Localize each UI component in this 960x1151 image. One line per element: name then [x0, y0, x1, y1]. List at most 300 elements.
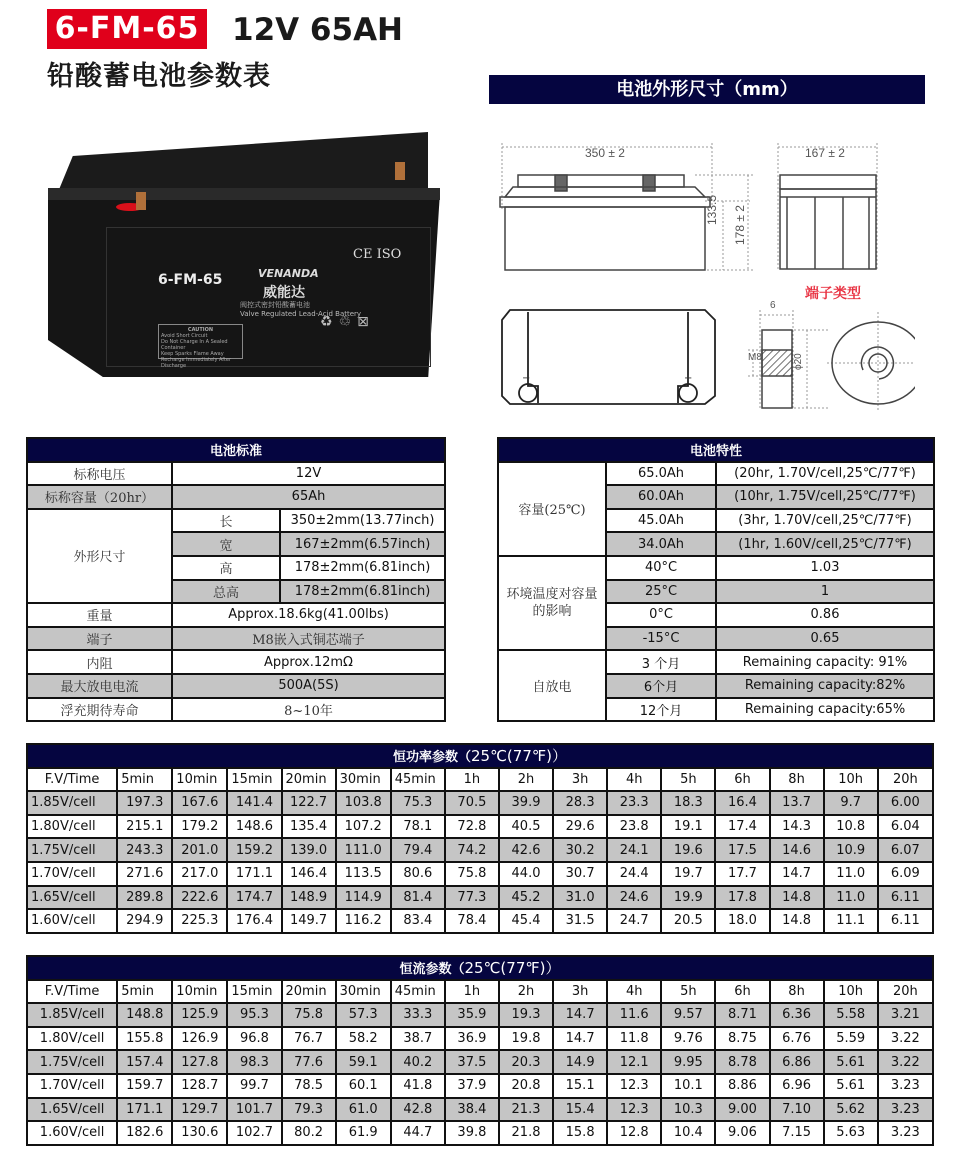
- data-cell: 78.5: [282, 1074, 336, 1098]
- column-header-time: 20h: [878, 768, 933, 792]
- data-cell: 14.9: [553, 1050, 607, 1074]
- positive-terminal-symbol: +: [684, 373, 693, 384]
- voltage-label: 1.85V/cell: [27, 791, 117, 815]
- column-header-time: 10h: [824, 768, 878, 792]
- terminal-icon: [136, 192, 146, 210]
- row-label: 最大放电电流: [27, 674, 172, 698]
- data-cell: 167.6: [172, 791, 227, 815]
- data-cell: 20.8: [499, 1074, 553, 1098]
- model-badge: 6-FM-65: [47, 9, 207, 49]
- data-cell: 96.8: [227, 1027, 281, 1051]
- row-value: 12V: [172, 462, 445, 486]
- data-cell: 11.0: [824, 862, 878, 886]
- column-header-time: 45min: [391, 768, 445, 792]
- data-cell: 14.8: [770, 909, 824, 933]
- table-row: [27, 1098, 933, 1122]
- table-row: [27, 1121, 933, 1145]
- data-cell: 10.8: [824, 815, 878, 839]
- table-row: [27, 485, 445, 509]
- constant-power-title-text: 恒功率参数（: [392, 750, 471, 766]
- data-cell: 130.6: [172, 1121, 227, 1145]
- data-cell: 114.9: [336, 886, 391, 910]
- column-header-time: 20min: [282, 980, 336, 1004]
- caution-title: CAUTION: [187, 327, 214, 333]
- data-cell: 61.9: [336, 1121, 391, 1145]
- data-cell: 3.23: [878, 1074, 933, 1098]
- row-label: 外形尺寸: [27, 509, 172, 603]
- data-cell: 7.15: [770, 1121, 824, 1145]
- battery-characteristics-table: [497, 437, 935, 722]
- sub-label: 总高: [172, 580, 280, 604]
- data-cell: 36.9: [445, 1027, 499, 1051]
- data-cell: 14.6: [770, 838, 824, 862]
- data-cell: 19.3: [499, 1003, 553, 1027]
- data-cell: 12.8: [607, 1121, 661, 1145]
- capacity-factor: 0.65: [716, 627, 934, 651]
- data-cell: 45.4: [499, 909, 553, 933]
- voltage-label: 1.75V/cell: [27, 838, 117, 862]
- voltage-label: 1.60V/cell: [27, 1121, 117, 1145]
- data-cell: 83.4: [391, 909, 445, 933]
- battery-standard-table: [26, 437, 446, 722]
- voltage-label: 1.60V/cell: [27, 909, 117, 933]
- data-cell: 15.4: [553, 1098, 607, 1122]
- table-row: [27, 791, 933, 815]
- data-cell: 3.22: [878, 1050, 933, 1074]
- data-cell: 14.3: [770, 815, 824, 839]
- capacity-value: 34.0Ah: [606, 532, 716, 556]
- remaining-capacity: Remaining capacity:82%: [716, 674, 934, 698]
- table-row: [27, 627, 445, 651]
- capacity-condition: (10hr, 1.75V/cell,25℃/77℉): [716, 485, 934, 509]
- data-cell: 14.7: [770, 862, 824, 886]
- total-height-label: 178 ± 2: [733, 205, 747, 245]
- group-label: 环境温度对容量的影响: [498, 556, 606, 650]
- column-header-time: 3h: [553, 980, 607, 1004]
- data-cell: 39.9: [499, 791, 553, 815]
- row-value: Approx.18.6kg(41.00lbs): [172, 603, 445, 627]
- column-header-time: 30min: [336, 980, 391, 1004]
- data-cell: 14.8: [770, 886, 824, 910]
- column-header-time: 15min: [227, 768, 281, 792]
- data-cell: 9.00: [715, 1098, 769, 1122]
- data-cell: 78.4: [445, 909, 499, 933]
- brand-logo-cn: 威能达: [263, 285, 305, 301]
- data-cell: 40.2: [391, 1050, 445, 1074]
- data-cell: 29.6: [553, 815, 607, 839]
- data-cell: 174.7: [227, 886, 281, 910]
- data-cell: 58.2: [336, 1027, 391, 1051]
- data-cell: 197.3: [117, 791, 172, 815]
- column-header-time: 8h: [770, 980, 824, 1004]
- data-cell: 15.8: [553, 1121, 607, 1145]
- data-cell: 24.4: [607, 862, 661, 886]
- data-cell: 155.8: [117, 1027, 172, 1051]
- data-cell: 80.6: [391, 862, 445, 886]
- data-cell: 6.36: [770, 1003, 824, 1027]
- voltage-label: 1.70V/cell: [27, 1074, 117, 1098]
- data-cell: 23.3: [607, 791, 661, 815]
- data-cell: 176.4: [227, 909, 281, 933]
- data-cell: 39.8: [445, 1121, 499, 1145]
- data-cell: 116.2: [336, 909, 391, 933]
- data-cell: 125.9: [172, 1003, 227, 1027]
- data-cell: 9.95: [661, 1050, 715, 1074]
- column-header-time: 6h: [715, 980, 769, 1004]
- row-label: 端子: [27, 627, 172, 651]
- data-cell: 40.5: [499, 815, 553, 839]
- column-header-time: 5h: [661, 980, 715, 1004]
- data-cell: 14.7: [553, 1027, 607, 1051]
- data-cell: 217.0: [172, 862, 227, 886]
- column-header-time: 8h: [770, 768, 824, 792]
- data-cell: 19.1: [661, 815, 715, 839]
- data-cell: 8.78: [715, 1050, 769, 1074]
- data-cell: 6.11: [878, 909, 933, 933]
- constant-current-title-suffix: 25℃(77℉)）: [464, 959, 561, 978]
- data-cell: 149.7: [282, 909, 336, 933]
- data-cell: 12.3: [607, 1098, 661, 1122]
- data-cell: 19.8: [499, 1027, 553, 1051]
- data-cell: 17.4: [715, 815, 769, 839]
- data-cell: 159.2: [227, 838, 281, 862]
- table-row: [27, 674, 445, 698]
- column-header-fv: F.V/Time: [27, 768, 117, 792]
- terminal-diameter-label: ϕ20: [793, 353, 804, 370]
- data-cell: 30.7: [553, 862, 607, 886]
- data-cell: 3.21: [878, 1003, 933, 1027]
- caution-line: Recharge Immediately After Discharge: [161, 357, 232, 369]
- data-cell: 146.4: [282, 862, 336, 886]
- capacity-value: 65.0Ah: [606, 462, 716, 486]
- sub-value: 178±2mm(6.81inch): [280, 556, 445, 580]
- table-row: [27, 886, 933, 910]
- column-header-time: 45min: [391, 980, 445, 1004]
- row-value: Approx.12mΩ: [172, 650, 445, 674]
- data-cell: 28.3: [553, 791, 607, 815]
- data-cell: 5.61: [824, 1050, 878, 1074]
- data-cell: 215.1: [117, 815, 172, 839]
- table-row: [27, 1027, 933, 1051]
- data-cell: 5.61: [824, 1074, 878, 1098]
- pb-icon: ♲: [338, 314, 358, 330]
- battery-standard-title: 电池标准: [27, 438, 445, 462]
- capacity-condition: (1hr, 1.60V/cell,25℃/77℉): [716, 532, 934, 556]
- data-cell: 37.9: [445, 1074, 499, 1098]
- battery-subtitle-en: Valve Regulated Lead-Acid Battery: [240, 310, 362, 318]
- column-header-fv: F.V/Time: [27, 980, 117, 1004]
- battery-product-image: [48, 132, 440, 377]
- data-cell: 8.71: [715, 1003, 769, 1027]
- caution-line: Do Not Charge In A Sealed Container: [161, 339, 228, 351]
- data-cell: 101.7: [227, 1098, 281, 1122]
- column-header-time: 10h: [824, 980, 878, 1004]
- sub-label: 宽: [172, 532, 280, 556]
- data-cell: 60.1: [336, 1074, 391, 1098]
- remaining-capacity: Remaining capacity:65%: [716, 698, 934, 722]
- data-cell: 159.7: [117, 1074, 172, 1098]
- data-cell: 127.8: [172, 1050, 227, 1074]
- data-cell: 13.7: [770, 791, 824, 815]
- constant-power-title-suffix: 25℃(77℉)）: [471, 747, 567, 766]
- data-cell: 17.7: [715, 862, 769, 886]
- data-cell: 17.8: [715, 886, 769, 910]
- column-header-time: 10min: [172, 768, 227, 792]
- row-value: 8~10年: [172, 698, 445, 722]
- data-cell: 11.6: [607, 1003, 661, 1027]
- data-cell: 38.7: [391, 1027, 445, 1051]
- column-header-time: 4h: [607, 980, 661, 1004]
- data-cell: 11.0: [824, 886, 878, 910]
- data-cell: 24.1: [607, 838, 661, 862]
- table-row: [27, 1050, 933, 1074]
- data-cell: 78.1: [391, 815, 445, 839]
- table-row: [27, 603, 445, 627]
- data-cell: 18.3: [661, 791, 715, 815]
- data-cell: 75.8: [445, 862, 499, 886]
- row-label: 标称电压: [27, 462, 172, 486]
- data-cell: 6.04: [878, 815, 933, 839]
- row-value: M8嵌入式铜芯端子: [172, 627, 445, 651]
- battery-subtitle-cn: 阀控式密封铅酸蓄电池: [240, 301, 310, 309]
- data-cell: 24.6: [607, 886, 661, 910]
- data-cell: 30.2: [553, 838, 607, 862]
- data-cell: 44.0: [499, 862, 553, 886]
- capacity-condition: (3hr, 1.70V/cell,25℃/77℉): [716, 509, 934, 533]
- voltage-label: 1.80V/cell: [27, 1027, 117, 1051]
- data-cell: 19.7: [661, 862, 715, 886]
- data-cell: 19.9: [661, 886, 715, 910]
- data-cell: 128.7: [172, 1074, 227, 1098]
- data-cell: 10.1: [661, 1074, 715, 1098]
- voltage-label: 1.70V/cell: [27, 862, 117, 886]
- storage-period: 6个月: [606, 674, 716, 698]
- data-cell: 141.4: [227, 791, 281, 815]
- capacity-value: 45.0Ah: [606, 509, 716, 533]
- column-header-time: 15min: [227, 980, 281, 1004]
- data-cell: 12.3: [607, 1074, 661, 1098]
- table-row: [27, 815, 933, 839]
- data-cell: 9.57: [661, 1003, 715, 1027]
- data-cell: 61.0: [336, 1098, 391, 1122]
- column-header-time: 1h: [445, 768, 499, 792]
- data-cell: 14.7: [553, 1003, 607, 1027]
- data-cell: 75.8: [282, 1003, 336, 1027]
- data-cell: 42.6: [499, 838, 553, 862]
- data-cell: 11.8: [607, 1027, 661, 1051]
- terminal-thread-label: M8: [748, 352, 762, 363]
- constant-power-title: [27, 744, 933, 768]
- table-row: [27, 838, 933, 862]
- data-cell: 81.4: [391, 886, 445, 910]
- data-cell: 182.6: [117, 1121, 172, 1145]
- temperature: 40°C: [606, 556, 716, 580]
- column-header-time: 5min: [117, 980, 172, 1004]
- sub-label: 长: [172, 509, 280, 533]
- group-label: 容量(25℃): [498, 462, 606, 556]
- data-cell: 76.7: [282, 1027, 336, 1051]
- data-cell: 7.10: [770, 1098, 824, 1122]
- data-cell: 59.1: [336, 1050, 391, 1074]
- data-cell: 171.1: [227, 862, 281, 886]
- terminal-type-label: 端子类型: [805, 286, 861, 302]
- caution-line: Keep Sparks Flame Away: [161, 351, 224, 357]
- data-cell: 75.3: [391, 791, 445, 815]
- data-cell: 8.86: [715, 1074, 769, 1098]
- data-cell: 16.4: [715, 791, 769, 815]
- data-cell: 157.4: [117, 1050, 172, 1074]
- table-row: [498, 650, 934, 674]
- data-cell: 148.6: [227, 815, 281, 839]
- data-cell: 3.22: [878, 1027, 933, 1051]
- data-cell: 10.9: [824, 838, 878, 862]
- table-row: [27, 909, 933, 933]
- column-header-time: 3h: [553, 768, 607, 792]
- battery-rim: [48, 188, 440, 200]
- dimensions-header: 电池外形尺寸（mm）: [489, 75, 925, 104]
- data-cell: 38.4: [445, 1098, 499, 1122]
- data-cell: 9.7: [824, 791, 878, 815]
- battery-characteristics-title: 电池特性: [498, 438, 934, 462]
- data-cell: 135.4: [282, 815, 336, 839]
- terminal-drawing: [745, 300, 915, 415]
- no-dispose-icon: ⊠: [357, 314, 375, 330]
- column-header-time: 5min: [117, 768, 172, 792]
- data-cell: 79.3: [282, 1098, 336, 1122]
- data-cell: 5.63: [824, 1121, 878, 1145]
- row-value: 500A(5S): [172, 674, 445, 698]
- data-cell: 41.8: [391, 1074, 445, 1098]
- temperature: 0°C: [606, 603, 716, 627]
- sub-value: 350±2mm(13.77inch): [280, 509, 445, 533]
- data-cell: 3.23: [878, 1121, 933, 1145]
- column-header-time: 4h: [607, 768, 661, 792]
- length-dimension-label: 350 ± 2: [585, 146, 625, 160]
- terminal-icon: [395, 162, 405, 180]
- column-header-time: 30min: [336, 768, 391, 792]
- column-header-time: 20h: [878, 980, 933, 1004]
- constant-current-title: [27, 956, 933, 980]
- voltage-label: 1.65V/cell: [27, 886, 117, 910]
- table-row: [498, 462, 934, 486]
- column-header-time: 2h: [499, 980, 553, 1004]
- table-row: [27, 509, 445, 533]
- data-cell: 24.7: [607, 909, 661, 933]
- column-header-time: 5h: [661, 768, 715, 792]
- data-cell: 148.8: [117, 1003, 172, 1027]
- data-cell: 111.0: [336, 838, 391, 862]
- caution-box: [158, 324, 243, 369]
- data-cell: 19.6: [661, 838, 715, 862]
- voltage-label: 1.85V/cell: [27, 1003, 117, 1027]
- data-cell: 243.3: [117, 838, 172, 862]
- data-cell: 12.1: [607, 1050, 661, 1074]
- table-header-row: [27, 768, 933, 792]
- data-cell: 10.3: [661, 1098, 715, 1122]
- constant-power-table: [26, 743, 934, 934]
- constant-current-title-text: 恒流参数（: [399, 962, 465, 978]
- row-value: 65Ah: [172, 485, 445, 509]
- temperature: -15°C: [606, 627, 716, 651]
- data-cell: 37.5: [445, 1050, 499, 1074]
- data-cell: 95.3: [227, 1003, 281, 1027]
- data-cell: 98.3: [227, 1050, 281, 1074]
- table-row: [27, 862, 933, 886]
- data-cell: 126.9: [172, 1027, 227, 1051]
- data-cell: 20.3: [499, 1050, 553, 1074]
- data-cell: 179.2: [172, 815, 227, 839]
- table-row: [27, 1003, 933, 1027]
- data-cell: 225.3: [172, 909, 227, 933]
- column-header-time: 1h: [445, 980, 499, 1004]
- capacity-factor: 0.86: [716, 603, 934, 627]
- sub-value: 178±2mm(6.81inch): [280, 580, 445, 604]
- data-cell: 5.58: [824, 1003, 878, 1027]
- data-cell: 139.0: [282, 838, 336, 862]
- recycle-icon: ♻: [320, 314, 339, 330]
- column-header-time: 2h: [499, 768, 553, 792]
- data-cell: 31.5: [553, 909, 607, 933]
- column-header-time: 6h: [715, 768, 769, 792]
- model-spec: 12V 65AH: [232, 12, 403, 48]
- caution-line: Avoid Short Circuit: [161, 333, 208, 339]
- data-cell: 44.7: [391, 1121, 445, 1145]
- data-cell: 9.06: [715, 1121, 769, 1145]
- data-cell: 103.8: [336, 791, 391, 815]
- voltage-label: 1.65V/cell: [27, 1098, 117, 1122]
- data-cell: 6.11: [878, 886, 933, 910]
- data-cell: 113.5: [336, 862, 391, 886]
- data-cell: 15.1: [553, 1074, 607, 1098]
- data-cell: 6.96: [770, 1074, 824, 1098]
- data-cell: 74.2: [445, 838, 499, 862]
- data-cell: 21.8: [499, 1121, 553, 1145]
- column-header-time: 10min: [172, 980, 227, 1004]
- data-cell: 201.0: [172, 838, 227, 862]
- data-cell: 5.62: [824, 1098, 878, 1122]
- column-header-time: 20min: [282, 768, 336, 792]
- storage-period: 12个月: [606, 698, 716, 722]
- certification-marks: CE ISO: [353, 247, 402, 262]
- data-cell: 8.75: [715, 1027, 769, 1051]
- row-label: 标称容量（20hr）: [27, 485, 172, 509]
- group-label: 自放电: [498, 650, 606, 721]
- data-cell: 294.9: [117, 909, 172, 933]
- sub-value: 167±2mm(6.57inch): [280, 532, 445, 556]
- data-cell: 17.5: [715, 838, 769, 862]
- battery-model-text: 6-FM-65: [158, 272, 223, 288]
- data-cell: 11.1: [824, 909, 878, 933]
- table-header-row: [27, 980, 933, 1004]
- storage-period: 3 个月: [606, 650, 716, 674]
- data-cell: 57.3: [336, 1003, 391, 1027]
- data-cell: 5.59: [824, 1027, 878, 1051]
- data-cell: 107.2: [336, 815, 391, 839]
- table-row: [498, 556, 934, 580]
- row-label: 内阻: [27, 650, 172, 674]
- data-cell: 6.76: [770, 1027, 824, 1051]
- voltage-label: 1.75V/cell: [27, 1050, 117, 1074]
- data-cell: 122.7: [282, 791, 336, 815]
- remaining-capacity: Remaining capacity: 91%: [716, 650, 934, 674]
- data-cell: 148.9: [282, 886, 336, 910]
- data-cell: 35.9: [445, 1003, 499, 1027]
- data-cell: 33.3: [391, 1003, 445, 1027]
- temperature: 25°C: [606, 580, 716, 604]
- data-cell: 6.86: [770, 1050, 824, 1074]
- capacity-factor: 1: [716, 580, 934, 604]
- container-height-label: 133.5: [705, 194, 719, 225]
